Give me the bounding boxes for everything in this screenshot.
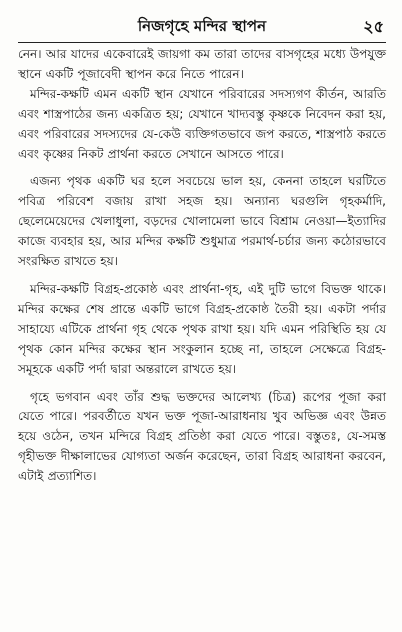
page-number: ২৫ — [363, 17, 384, 36]
running-title: নিজগৃহে মন্দির স্থাপন — [137, 17, 267, 35]
paragraph-room-division: মন্দির-কক্ষটি বিগ্রহ-প্রকোষ্ঠ এবং প্রার্থনা-গৃহ, এই দুটি ভাগে বিভক্ত থাকে। মন্দির কক্ষের শেষ প্রান্তে একটি ভাগে বিগ্রহ-প্রকোষ্ঠ তৈরী হয়। একটা পর্দার সাহায্যে এটিকে প্রার্থনা গৃহ থেকে পৃথক রাখা হয়। যদি এমন পরিস্থিতি হয় যে পৃথক কোন মন্দির কক্ষের স্থান সংকুলান হচ্ছে না, তাহলে সেক্ষেত্রে বিগ্রহ-সমূহকে একটি পর্দা দ্বারা অন্তরালে রাখতে হয়। — [18, 281, 386, 376]
page-header — [18, 10, 386, 43]
paragraph-continuation: নেন। আর যাদের একেবারেই জায়গা কম তারা তাদের বাসগৃহের মধ্যে উপযুক্ত স্থানে একটি পূজাবেদী স্থাপন করে নিতে পারেন। — [18, 47, 386, 81]
paragraph-separate-room: এজন্য পৃথক একটি ঘর হলে সবচেয়ে ভাল হয়, কেননা তাহলে ঘরটিতে পবিত্র পরিবেশ বজায় রাখা সহজ হয়। অন্যান্য ঘরগুলি গৃহকর্মাদি, ছেলেমেয়েদের খেলাধুলা, বড়দের খোলামেলা ভাবে বিশ্রাম নেওয়া—ইত্যাদির কাজে ব্যবহার হয়, আর মন্দির কক্ষটি শুধুমাত্র পরমার্থ-চর্চার জন্য কঠোরভাবে সংরক্ষিত রাখতে হয়। — [18, 174, 386, 269]
paragraph-temple-room: মন্দির-কক্ষটি এমন একটি স্থান যেখানে পরিবারের সদস্যগণ কীর্তন, আরতি এবং শাস্ত্রপাঠের জন্য একত্রিত হয়; যেখানে খাদ্যবস্তু কৃষ্ণকে নিবেদন করা হয়, এবং পরিবারের সদস্যদের যে-কেউ ব্যক্তিগতভাবে জপ করতে, শাস্ত্রপাঠ করতে এবং কৃষ্ণের নিকট প্রার্থনা করতে সেখানে আসতে পারে। — [18, 86, 386, 161]
paragraph-picture-worship: গৃহে ভগবান এবং তাঁর শুদ্ধ ভক্তদের আলেখ্য (চিত্র) রূপের পূজা করা যেতে পারে। পরবর্তীতে যখন ভক্ত পূজা-আরাধনায় খুব অভিজ্ঞ এবং উন্নত হয়ে ওঠেন, তখন মন্দিরে বিগ্রহ প্রতিষ্ঠা করা যেতে পারে। বস্তুতঃ, যে-সমস্ত গৃহীভক্ত দীক্ষালাভের যোগ্যতা অর্জন করেছেন, তারা বিগ্রহ আরাধনা করবেন, এটাই প্রত্যাশিত। — [18, 389, 386, 484]
body-text — [18, 43, 386, 487]
